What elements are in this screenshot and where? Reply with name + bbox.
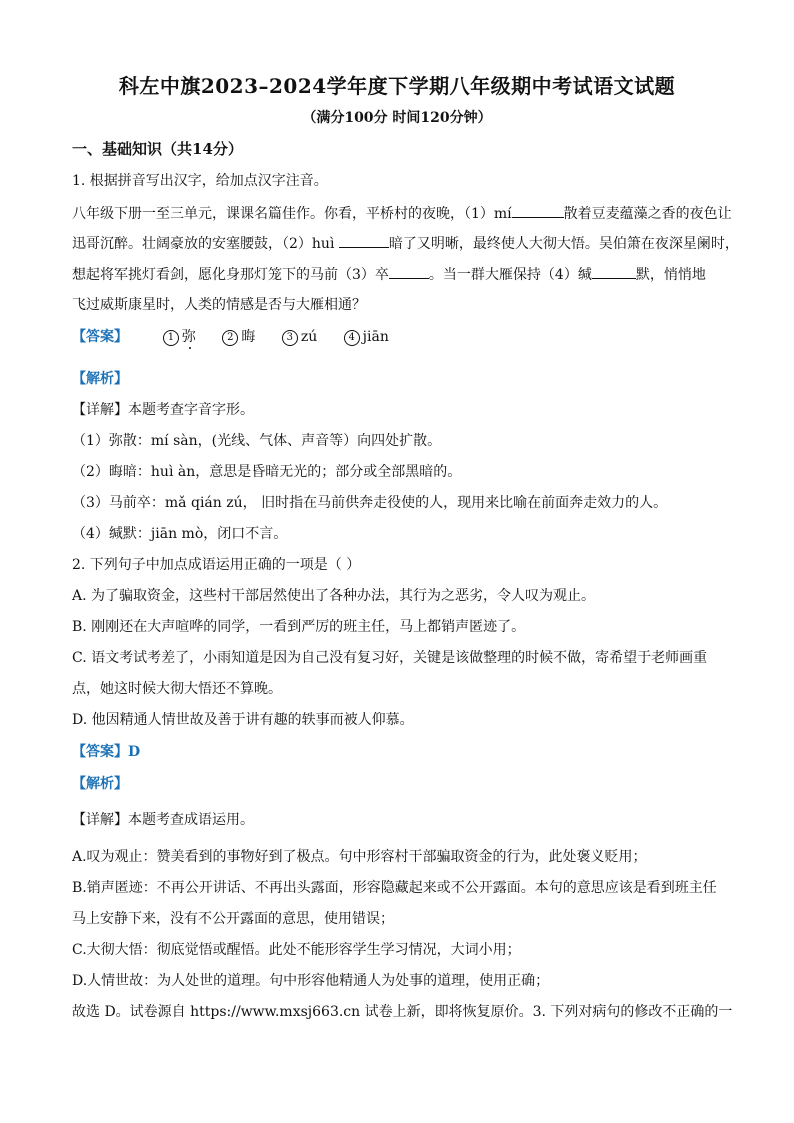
q2-explain-d: D.人情世故：为人处世的道理。句中形容他精通人为处事的道理，使用正确； bbox=[72, 973, 550, 989]
q2-option-a: A. 为了骗取资金，这些村干部居然使出了各种办法，其行为之恶劣，令人叹为观止。 bbox=[72, 588, 596, 604]
q1-analysis-tag: 【解析】 bbox=[72, 371, 128, 387]
section-heading: 一、基础知识（共14分） bbox=[72, 140, 243, 158]
answer-tag: 【答案】 bbox=[72, 329, 128, 345]
page-subtitle: （满分100分 时间120分钟） bbox=[302, 110, 492, 126]
blank-3 bbox=[389, 264, 429, 279]
q1-prompt: 1. 根据拼音写出汉字，给加点汉字注音。 bbox=[72, 173, 328, 189]
q2-detail: 【详解】本题考查成语运用。 bbox=[72, 812, 254, 828]
q1-detail-1: （1）弥散：mí sàn，(光线、气体、声音等）向四处扩散。 bbox=[72, 433, 442, 449]
q2-explain-c: C.大彻大悟：彻底觉悟或醒悟。此处不能形容学生学习情况，大词小用； bbox=[72, 942, 521, 958]
q2-option-c-line-2: 点，她这时候大彻大悟还不算晚。 bbox=[72, 681, 282, 697]
q1-detail-4: （4）缄默：jiān mò，闭口不言。 bbox=[72, 526, 288, 542]
blank-1 bbox=[512, 203, 564, 218]
q2-option-b: B. 刚刚还在大声喧哗的同学，一看到严厉的班主任，马上都销声匿迹了。 bbox=[72, 619, 526, 635]
blank-2 bbox=[339, 233, 389, 248]
q1-detail: 【详解】本题考查字音字形。 bbox=[72, 402, 254, 418]
q2-option-c-line-1: C. 语文考试考差了，小雨知道是因为自己没有复习好，关键是该做整理的时候不做，寄希望于老师画重 bbox=[72, 650, 708, 666]
q1-passage-line-4: 飞过威斯康星时，人类的情感是否与大雁相通？ bbox=[72, 297, 366, 313]
q1-detail-2: （2）晦暗：huì àn，意思是昏暗无光的；部分或全部黑暗的。 bbox=[72, 464, 462, 480]
blank-4 bbox=[592, 264, 636, 279]
q2-explain-a: A.叹为观止：赞美看到的事物好到了极点。句中形容村干部骗取资金的行为，此处褒义贬用； bbox=[72, 849, 647, 865]
q1-passage-line-1: 八年级下册一至三单元，课课名篇佳作。你看，平桥村的夜晚，（1）mí 散着豆麦蕴藻之香的夜色让 bbox=[72, 203, 732, 224]
page-title: 科左中旗2023–2024学年度下学期八年级期中考试语文试题 bbox=[118, 74, 676, 98]
q2-explain-b-line-2: 马上安静下来，没有不公开露面的意思，使用错误； bbox=[72, 911, 394, 927]
q2-answer: 【答案】D bbox=[72, 744, 141, 760]
q2-prompt: 2. 下列句子中加点成语运用正确的一项是（ ） bbox=[72, 557, 361, 573]
q1-answer-line bbox=[72, 327, 732, 347]
answer-item-4: 4 jiān bbox=[344, 327, 389, 347]
q2-option-d: D. 他因精通人情世故及善于讲有趣的轶事而被人仰慕。 bbox=[72, 712, 414, 728]
answer-item-1: 1 弥 bbox=[163, 327, 196, 347]
q1-passage-line-3: 想起将军挑灯看剑，愿化身那灯笼下的马前（3）卒 。当一群大雁保持（4）缄 默，悄悄地 bbox=[72, 264, 732, 285]
q2-conclusion-line: 故选 D。试卷源自 https://www.mxsj663.cn 试卷上新，即将恢复原价。3. 下列对病句的修改不正确的一 bbox=[72, 1004, 733, 1020]
q2-explain-b-line-1: B.销声匿迹：不再公开讲话、不再出头露面，形容隐藏起来或不公开露面。本句的意思应该是看到班主任 bbox=[72, 880, 717, 896]
q2-analysis-tag: 【解析】 bbox=[72, 776, 128, 792]
q1-detail-3: （3）马前卒：mǎ qián zú， 旧时指在马前供奔走役使的人，现用来比喻在前面奔走效力的人。 bbox=[72, 495, 668, 511]
answer-item-3: 3 zú bbox=[282, 327, 317, 347]
answer-item-2: 2 晦 bbox=[222, 327, 255, 347]
q1-passage-line-2: 迅哥沉醉。壮阔豪放的安塞腰鼓，（2）huì 暗了又明晰，最终使人大彻大悟。吴伯箫在夜深星阑时， bbox=[72, 233, 732, 254]
